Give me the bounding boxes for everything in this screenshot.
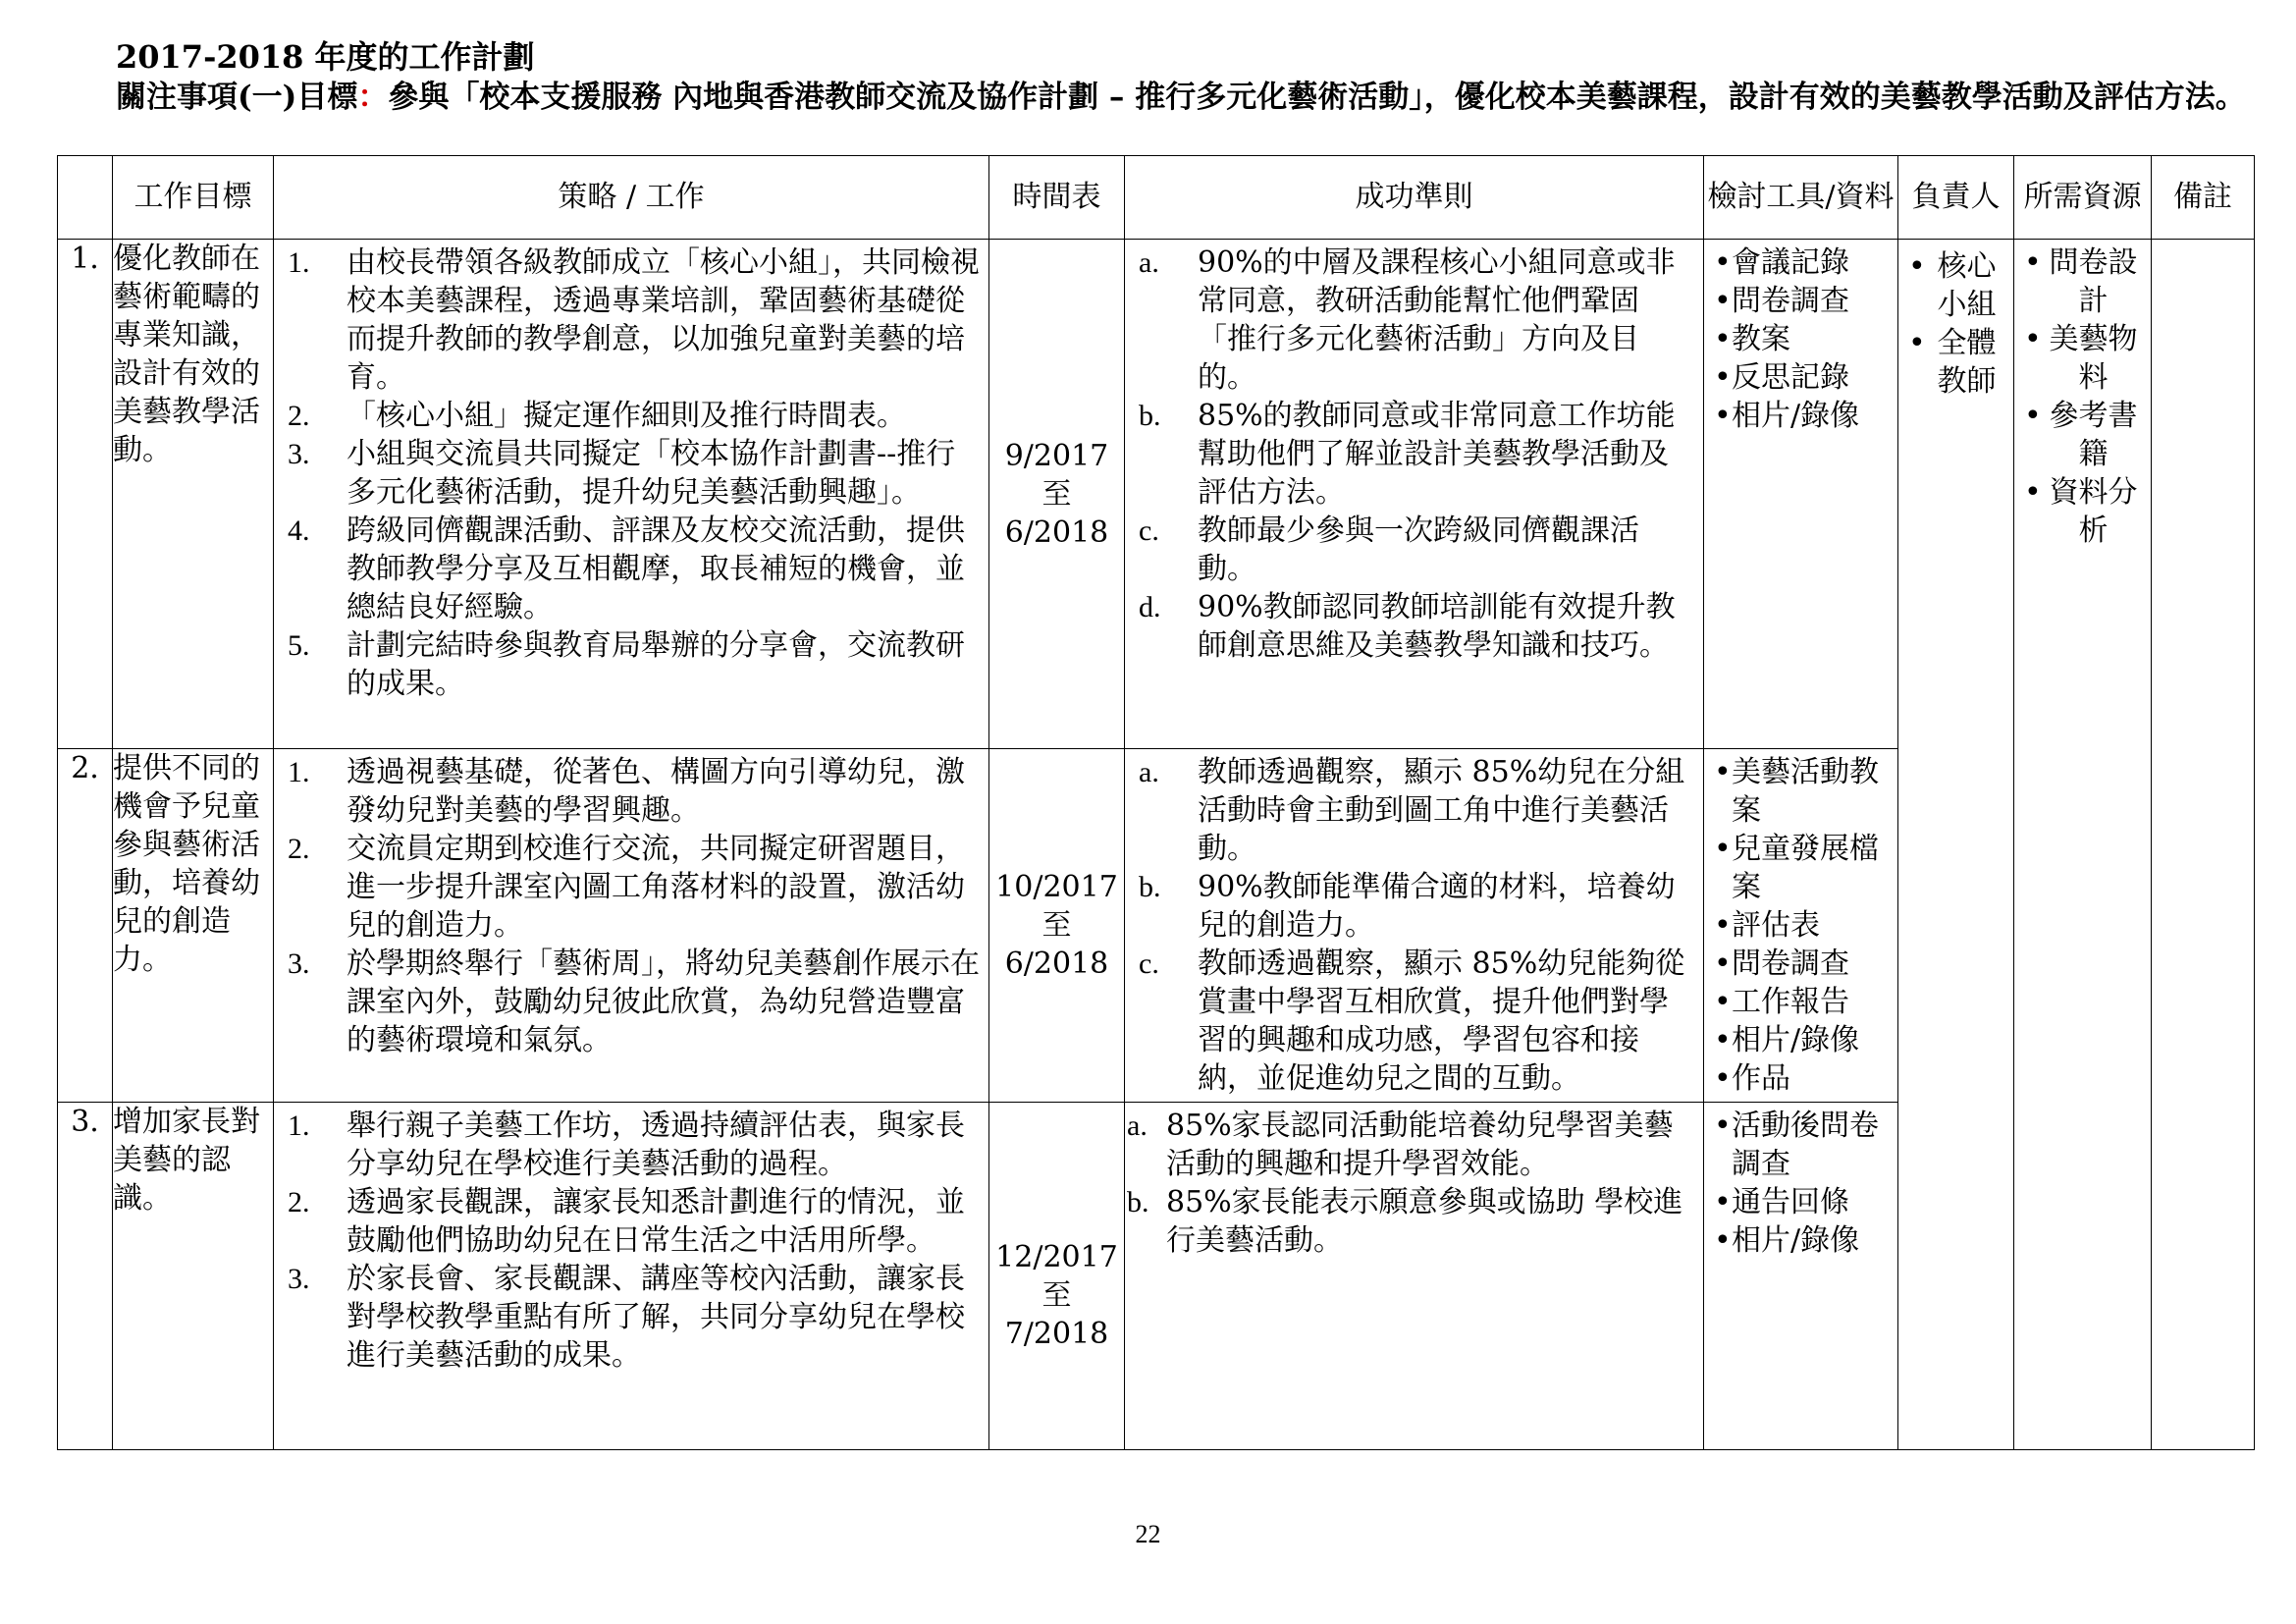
list-item bbox=[1714, 397, 1892, 435]
strategy-cell bbox=[274, 749, 989, 1103]
item-text: 參考書籍 bbox=[2049, 399, 2138, 471]
list-item bbox=[1714, 358, 1892, 397]
item-marker: 1. bbox=[288, 1110, 310, 1142]
list-item bbox=[1714, 983, 1892, 1021]
bullet-icon: • bbox=[1714, 360, 1732, 395]
list-item bbox=[2024, 320, 2145, 397]
time-end: 6/2018 bbox=[1004, 514, 1109, 550]
item-text: 於家長會、家長觀課、講座等校內活動，讓家長對學校教學重點有所了解，共同分享幼兒在學校進行美藝活動的成果。 bbox=[347, 1262, 965, 1373]
timeline-cell bbox=[989, 1103, 1125, 1450]
bullet-icon: • bbox=[1714, 245, 1732, 280]
focus-prefix: 關注事項(一)目標 bbox=[116, 80, 358, 115]
item-marker: b. bbox=[1139, 400, 1161, 432]
bullet-icon: • bbox=[1714, 1023, 1732, 1057]
bullet-icon: • bbox=[1714, 985, 1732, 1019]
item-text: 計劃完結時參與教育局舉辦的分享會，交流教研的成果。 bbox=[347, 628, 965, 701]
list-item bbox=[1714, 1107, 1892, 1183]
item-marker: a. bbox=[1139, 246, 1159, 279]
bullet-icon: • bbox=[2024, 399, 2042, 433]
strategy-cell bbox=[274, 240, 989, 749]
list-item bbox=[1908, 247, 2007, 324]
item-marker: 2. bbox=[288, 1186, 310, 1218]
criteria-cell bbox=[1125, 749, 1704, 1103]
item-marker: c. bbox=[1139, 947, 1159, 980]
time-start: 9/2017 bbox=[1004, 438, 1109, 473]
remarks-cell bbox=[2152, 240, 2255, 1450]
resources-cell bbox=[2014, 240, 2152, 1450]
list-item bbox=[288, 435, 981, 512]
timeline-cell bbox=[989, 749, 1125, 1103]
list-item bbox=[288, 753, 981, 830]
work-plan-table bbox=[57, 155, 2255, 1450]
bullet-icon: • bbox=[1714, 1185, 1732, 1219]
item-text: 「核心小組」擬定運作細則及推行時間表。 bbox=[347, 399, 906, 433]
item-text: 相片/錄像 bbox=[1732, 1023, 1860, 1057]
tools-list bbox=[1704, 1103, 1897, 1264]
time-end: 6/2018 bbox=[1004, 947, 1109, 981]
page-header bbox=[116, 37, 2266, 116]
responsible-cell bbox=[1898, 240, 2014, 1450]
criteria-cell bbox=[1125, 240, 1704, 749]
criteria-list bbox=[1125, 749, 1703, 1102]
column-header-strategy: 策略 / 工作 bbox=[274, 156, 989, 240]
bullet-icon: • bbox=[1714, 832, 1732, 866]
list-item bbox=[288, 397, 981, 435]
item-text: 舉行親子美藝工作坊，透過持續評估表，與家長分享幼兒在學校進行美藝活動的過程。 bbox=[347, 1109, 965, 1181]
bullet-icon: • bbox=[2024, 245, 2042, 280]
list-item bbox=[1908, 324, 2007, 401]
item-text: 相片/錄像 bbox=[1732, 1223, 1860, 1258]
time-separator: 至 bbox=[1041, 908, 1072, 943]
item-text: 活動後問卷調查 bbox=[1732, 1109, 1879, 1181]
table-row bbox=[58, 240, 2255, 749]
time-end: 7/2018 bbox=[1004, 1317, 1109, 1351]
item-marker: a. bbox=[1127, 1110, 1148, 1142]
list-item bbox=[1127, 1183, 1695, 1260]
strategy-list bbox=[274, 1103, 988, 1379]
page-number: 22 bbox=[1135, 1520, 1161, 1548]
item-text: 教師最少參與一次跨級同儕觀課活動。 bbox=[1198, 514, 1639, 586]
list-item bbox=[1714, 753, 1892, 830]
list-item bbox=[1714, 320, 1892, 358]
list-item bbox=[1139, 512, 1695, 588]
resources-list bbox=[2014, 240, 2151, 554]
list-item bbox=[1714, 1021, 1892, 1059]
strategy-list bbox=[274, 749, 988, 1063]
list-item bbox=[1714, 830, 1892, 906]
list-item bbox=[2024, 244, 2145, 320]
list-item bbox=[288, 830, 981, 945]
column-header-criteria: 成功準則 bbox=[1125, 156, 1704, 240]
strategy-list bbox=[274, 240, 988, 707]
list-item bbox=[1127, 1107, 1695, 1183]
time-start: 12/2017 bbox=[995, 1240, 1118, 1274]
list-item bbox=[288, 1260, 981, 1375]
list-item bbox=[1139, 945, 1695, 1098]
item-marker: 2. bbox=[288, 400, 310, 432]
bullet-icon: • bbox=[1714, 1109, 1732, 1143]
time-separator: 至 bbox=[1041, 476, 1072, 512]
list-item bbox=[1139, 868, 1695, 945]
bullet-icon: • bbox=[1714, 399, 1732, 433]
item-text: 核心小組 bbox=[1937, 249, 1997, 322]
item-text: 工作報告 bbox=[1732, 985, 1849, 1019]
column-header-num bbox=[58, 156, 113, 240]
responsible-list bbox=[1898, 240, 2013, 405]
goal-text: 增加家長對美藝的認識。 bbox=[113, 1103, 274, 1450]
item-marker: 3. bbox=[288, 1263, 310, 1295]
item-marker: b. bbox=[1139, 871, 1161, 903]
bullet-icon: • bbox=[2024, 475, 2042, 510]
column-header-tools: 檢討工具/資料 bbox=[1704, 156, 1898, 240]
item-marker: 5. bbox=[288, 629, 310, 662]
list-item bbox=[288, 512, 981, 626]
timeline-cell bbox=[989, 240, 1125, 749]
item-marker: 3. bbox=[288, 947, 310, 980]
item-text: 教師透過觀察，顯示 85%幼兒能夠從賞畫中學習互相欣賞，提升他們對學習的興趣和成功感，學習包容和接納，並促進幼兒之間的互動。 bbox=[1198, 947, 1685, 1096]
list-item bbox=[1139, 753, 1695, 868]
list-item bbox=[288, 244, 981, 397]
item-text: 兒童發展檔案 bbox=[1732, 832, 1879, 904]
item-text: 由校長帶領各級教師成立「核心小組」，共同檢視校本美藝課程，透過專業培訓，鞏固藝術基礎從而提升教師的教學創意，以加強兒童對美藝的培育。 bbox=[347, 245, 980, 395]
item-text: 90%教師能準備合適的材料，培養幼兒的創造力。 bbox=[1198, 870, 1676, 943]
item-text: 評估表 bbox=[1732, 908, 1820, 943]
bullet-icon: • bbox=[1714, 284, 1732, 318]
item-text: 跨級同儕觀課活動、評課及友校交流活動，提供教師教學分享及互相觀摩，取長補短的機會，並總結良好經驗。 bbox=[347, 514, 965, 624]
tools-list bbox=[1704, 749, 1897, 1102]
item-text: 教師透過觀察，顯示 85%幼兒在分組活動時會主動到圖工角中進行美藝活動。 bbox=[1198, 755, 1685, 866]
time-separator: 至 bbox=[1041, 1278, 1072, 1313]
list-item bbox=[1714, 282, 1892, 320]
item-text: 通告回條 bbox=[1732, 1185, 1849, 1219]
criteria-list bbox=[1125, 240, 1703, 669]
list-item bbox=[288, 1183, 981, 1260]
item-marker: d. bbox=[1139, 591, 1161, 623]
list-item bbox=[1714, 1221, 1892, 1260]
list-item bbox=[1714, 945, 1892, 983]
item-text: 相片/錄像 bbox=[1732, 399, 1860, 433]
item-marker: 3. bbox=[288, 438, 310, 470]
item-text: 教案 bbox=[1732, 322, 1790, 356]
goal-text: 優化教師在藝術範疇的專業知識，設計有效的美藝教學活動。 bbox=[113, 240, 274, 749]
item-marker: 1. bbox=[288, 246, 310, 279]
item-marker: b. bbox=[1127, 1186, 1149, 1218]
list-item bbox=[1714, 244, 1892, 282]
item-text: 交流員定期到校進行交流，共同擬定研習題目，進一步提升課室內圖工角落材料的設置，激活幼兒的創造力。 bbox=[347, 832, 965, 943]
bullet-icon: • bbox=[1714, 322, 1732, 356]
bullet-icon: • bbox=[1714, 1223, 1732, 1258]
item-marker: 4. bbox=[288, 514, 310, 547]
item-text: 全體教師 bbox=[1937, 326, 1997, 399]
tools-list bbox=[1704, 240, 1897, 439]
item-text: 85%的教師同意或非常同意工作坊能幫助他們了解並設計美藝教學活動及評估方法。 bbox=[1198, 399, 1676, 510]
column-header-timeline: 時間表 bbox=[989, 156, 1125, 240]
bullet-icon: • bbox=[1714, 1061, 1732, 1096]
item-marker: 2. bbox=[288, 833, 310, 865]
item-text: 90%教師認同教師培訓能有效提升教師創意思維及美藝教學知識和技巧。 bbox=[1198, 590, 1676, 663]
list-item bbox=[288, 626, 981, 703]
bullet-icon: • bbox=[1714, 947, 1732, 981]
bullet-icon: • bbox=[1908, 249, 1926, 284]
focus-text: 參與「校本支援服務 內地與香港教師交流及協作計劃 – 推行多元化藝術活動」，優化校本美藝課程，設計有效的美藝教學活動及評估方法。 bbox=[388, 80, 2246, 115]
tools-cell bbox=[1704, 1103, 1898, 1450]
item-marker: 1. bbox=[288, 756, 310, 788]
item-text: 美藝活動教案 bbox=[1732, 755, 1879, 828]
time-start: 10/2017 bbox=[995, 870, 1118, 904]
bullet-icon: • bbox=[1908, 326, 1926, 360]
list-item bbox=[288, 945, 981, 1059]
list-item bbox=[1139, 588, 1695, 665]
item-text: 會議記錄 bbox=[1732, 245, 1849, 280]
page-title: 2017-2018 年度的工作計劃 bbox=[116, 38, 535, 76]
column-header-responsible: 負責人 bbox=[1898, 156, 2014, 240]
item-marker: a. bbox=[1139, 756, 1159, 788]
criteria-list bbox=[1125, 1103, 1703, 1264]
item-text: 美藝物料 bbox=[2049, 322, 2138, 395]
bullet-icon: • bbox=[2024, 322, 2042, 356]
item-text: 透過視藝基礎，從著色、構圖方向引導幼兒，激發幼兒對美藝的學習興趣。 bbox=[347, 755, 965, 828]
item-text: 資料分析 bbox=[2049, 475, 2138, 548]
column-header-resources: 所需資源 bbox=[2014, 156, 2152, 240]
column-header-remarks: 備註 bbox=[2152, 156, 2255, 240]
list-item bbox=[1139, 244, 1695, 397]
tools-cell bbox=[1704, 240, 1898, 749]
item-text: 作品 bbox=[1732, 1061, 1790, 1096]
row-number: 2. bbox=[58, 749, 113, 1103]
list-item bbox=[2024, 473, 2145, 550]
item-text: 透過家長觀課，讓家長知悉計劃進行的情況，並鼓勵他們協助幼兒在日常生活之中活用所學。 bbox=[347, 1185, 965, 1258]
list-item bbox=[1139, 397, 1695, 512]
list-item bbox=[2024, 397, 2145, 473]
list-item bbox=[1714, 1183, 1892, 1221]
table-header-row bbox=[58, 156, 2255, 240]
item-marker: c. bbox=[1139, 514, 1159, 547]
bullet-icon: • bbox=[1714, 755, 1732, 789]
criteria-cell bbox=[1125, 1103, 1704, 1450]
list-item bbox=[1714, 1059, 1892, 1098]
row-number: 1. bbox=[58, 240, 113, 749]
item-text: 小組與交流員共同擬定「校本協作計劃書--推行多元化藝術活動，提升幼兒美藝活動興趣」。 bbox=[347, 437, 956, 510]
column-header-goal: 工作目標 bbox=[113, 156, 274, 240]
list-item bbox=[1714, 906, 1892, 945]
item-text: 問卷調查 bbox=[1732, 947, 1849, 981]
strategy-cell bbox=[274, 1103, 989, 1450]
focus-objective bbox=[116, 79, 2266, 116]
list-item bbox=[288, 1107, 981, 1183]
bullet-icon: • bbox=[1714, 908, 1732, 943]
item-text: 問卷設計 bbox=[2049, 245, 2138, 318]
item-text: 90%的中層及課程核心小組同意或非常同意，教研活動能幫忙他們鞏固「推行多元化藝術活動」方向及目的。 bbox=[1198, 245, 1676, 395]
item-text: 於學期終舉行「藝術周」，將幼兒美藝創作展示在課室內外，鼓勵幼兒彼此欣賞，為幼兒營造豐富的藝術環境和氣氛。 bbox=[347, 947, 980, 1057]
item-text: 問卷調查 bbox=[1732, 284, 1849, 318]
item-text: 反思記錄 bbox=[1732, 360, 1849, 395]
focus-colon: ： bbox=[357, 80, 389, 115]
item-text: 85%家長能表示願意參與或協助 學校進行美藝活動。 bbox=[1166, 1185, 1683, 1258]
goal-text: 提供不同的機會予兒童參與藝術活動，培養幼兒的創造力。 bbox=[113, 749, 274, 1103]
item-text: 85%家長認同活動能培養幼兒學習美藝活動的興趣和提升學習效能。 bbox=[1166, 1109, 1674, 1181]
row-number: 3. bbox=[58, 1103, 113, 1450]
tools-cell bbox=[1704, 749, 1898, 1103]
